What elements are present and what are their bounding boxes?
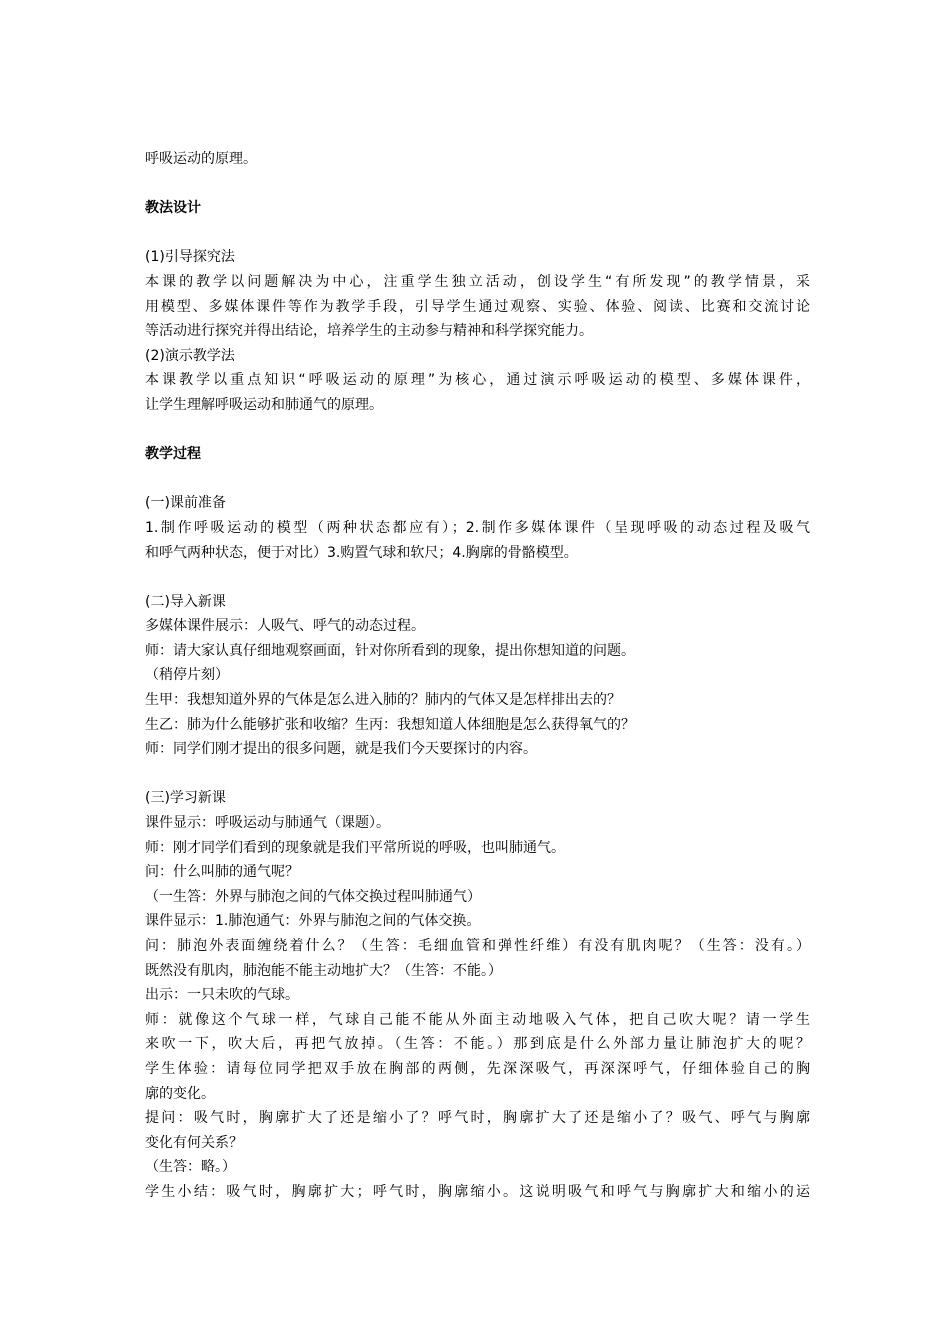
paragraph-line: 师：就像这个气球一样，气球自己能不能从外面主动地吸入气体，把自己吹大呢？请一学生 — [145, 1011, 810, 1028]
subsection-title: (二)导入新课 — [145, 593, 226, 610]
paragraph-line: （一生答：外界与肺泡之间的气体交换过程叫肺通气） — [145, 888, 481, 905]
intro-line: 呼吸运动的原理。 — [145, 151, 257, 167]
method-item-title: (2)演示教学法 — [145, 347, 235, 364]
paragraph-line: 出示：一只未吹的气球。 — [145, 987, 299, 1004]
section-heading-teaching-method: 教法设计 — [145, 200, 201, 217]
paragraph-line: 本课的教学以问题解决为中心，注重学生独立活动，创设学生“有所发现”的教学情景，采 — [145, 273, 810, 290]
paragraph-line: 变化有何关系？ — [145, 1134, 243, 1151]
paragraph-line: 等活动进行探究并得出结论，培养学生的主动参与精神和科学探究能力。 — [145, 323, 593, 340]
paragraph-line: 师：刚才同学们看到的现象就是我们平常所说的呼吸，也叫肺通气。 — [145, 839, 565, 856]
paragraph-line: 多媒体课件展示：人吸气、呼气的动态过程。 — [145, 618, 425, 635]
paragraph-line: 廓的变化。 — [145, 1085, 215, 1102]
paragraph-line: 生乙：肺为什么能够扩张和收缩？生丙：我想知道人体细胞是怎么获得氧气的？ — [145, 716, 635, 733]
paragraph-line: 用模型、多媒体课件等作为教学手段，引导学生通过观察、实验、体验、阅读、比赛和交流讨论 — [145, 298, 810, 315]
paragraph-line: 生甲：我想知道外界的气体是怎么进入肺的？肺内的气体又是怎样排出去的？ — [145, 692, 621, 709]
spacer — [145, 565, 810, 590]
subsection-title: (三)学习新课 — [145, 790, 226, 807]
paragraph-line: 师：请大家认真仔细地观察画面，针对你所看到的现象，提出你想知道的问题。 — [145, 642, 635, 659]
paragraph-line: 课件显示：呼吸运动与肺通气（课题）。 — [145, 815, 390, 832]
paragraph-line: 课件显示：1.肺泡通气：外界与肺泡之间的气体交换。 — [145, 913, 481, 930]
method-item-title: (1)引导探究法 — [145, 249, 235, 266]
paragraph-line: 提问：吸气时，胸廓扩大了还是缩小了？呼气时，胸廓扩大了还是缩小了？吸气、呼气与胸廓 — [145, 1110, 810, 1127]
document-body — [145, 147, 810, 1205]
paragraph-line: 本课教学以重点知识“呼吸运动的原理”为核心，通过演示呼吸运动的模型、多媒体课件， — [145, 372, 810, 389]
spacer — [145, 467, 810, 492]
paragraph-line: 学生小结：吸气时，胸廓扩大；呼气时，胸廓缩小。这说明吸气和呼气与胸廓扩大和缩小的运 — [145, 1183, 810, 1200]
spacer — [145, 762, 810, 787]
section-heading-teaching-process: 教学过程 — [145, 446, 201, 463]
paragraph-line: 1.制作呼吸运动的模型（两种状态都应有）；2.制作多媒体课件（呈现呼吸的动态过程及吸气 — [145, 519, 810, 536]
paragraph-line: 问：肺泡外表面缠绕着什么？（生答：毛细血管和弹性纤维）有没有肌肉呢？（生答：没有。） — [145, 938, 810, 954]
paragraph-line: 既然没有肌肉，肺泡能不能主动地扩大？（生答：不能。） — [145, 962, 502, 979]
paragraph-line: 问：什么叫肺的通气呢？ — [145, 864, 299, 881]
spacer — [145, 221, 810, 246]
paragraph-line: 师：同学们刚才提出的很多问题，就是我们今天要探讨的内容。 — [145, 741, 537, 758]
paragraph-line: （生答：略。） — [145, 1159, 236, 1176]
paragraph-line: （稍停片刻） — [145, 667, 229, 684]
paragraph-line: 让学生理解呼吸运动和肺通气的原理。 — [145, 396, 383, 413]
paragraph-line: 来吹一下，吹大后，再把气放掉。（生答：不能。）那到底是什么外部力量让肺泡扩大的呢？ — [145, 1036, 810, 1053]
paragraph-line: 和呼气两种状态，便于对比）3.购置气球和软尺；4.胸廓的骨骼模型。 — [145, 544, 578, 561]
spacer — [145, 418, 810, 443]
spacer — [145, 172, 810, 197]
subsection-title: (一)课前准备 — [145, 495, 226, 512]
paragraph-line: 学生体验：请每位同学把双手放在胸部的两侧，先深深吸气，再深深呼气，仔细体验自己的胸 — [145, 1060, 810, 1077]
